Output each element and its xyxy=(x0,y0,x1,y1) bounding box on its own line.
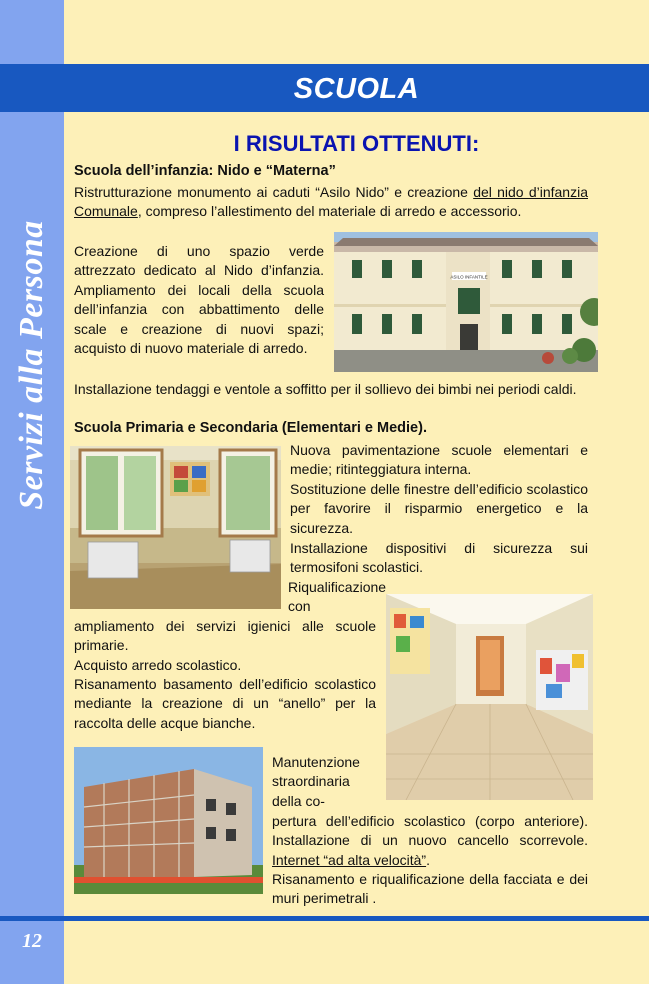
building-sign-text: ASILO INFANTILE xyxy=(450,274,488,280)
photo-classroom xyxy=(70,446,281,609)
section2-title: Scuola Primaria e Secondaria (Elementari e Medie). xyxy=(74,420,427,436)
section-heading: I RISULTATI OTTENUTI: xyxy=(233,131,480,156)
photo-scaffolding xyxy=(74,747,263,894)
section1-paragraph1: Ristrutturazione monumento ai caduti “Asilo Nido” e creazione del nido d’infanzia Comunale, compreso l’allestimento del materiale di arredo e accessorio. xyxy=(74,184,588,220)
sidebar-title: Servizi alla Persona xyxy=(13,220,50,510)
section2-paragraph8: Risanamento e riqualificazione della facciata e dei muri perimetrali . xyxy=(272,871,588,907)
underlined-link-nido: del nido d’infanzia Comunale xyxy=(74,184,588,220)
section1-paragraph3: Installazione tendaggi e ventole a soffitto per il sollievo dei bimbi nei periodi caldi. xyxy=(74,381,577,397)
section1-paragraph2: Creazione di uno spazio verde attrezzato dedicato al Nido d’infanzia. Ampliamento dei locali della scuola dell’infanzia con abbattimento delle scale e creazione di nuovi spazi; acquisto di nuovo materiale di arredo. xyxy=(74,243,324,357)
section2-paragraph6: Risanamento basamento dell’edificio scolastico mediante la creazione di un “anello” per la raccolta delle acque bianche. xyxy=(74,676,376,731)
section2-paragraph2: Sostituzione delle finestre dell’edificio scolastico per favorire il risparmio energetico e la sicurezza. xyxy=(290,481,588,536)
photo-corridor xyxy=(386,594,593,800)
photo-asilo-building xyxy=(334,232,598,372)
section2-paragraph3: Installazione dispositivi di sicurezza sui termosifoni scolastici. xyxy=(290,540,588,576)
page-number: 12 xyxy=(22,930,42,952)
section1-title: Scuola dell’infanzia: Nido e “Materna” xyxy=(74,163,336,179)
section2-paragraph7-end: pertura dell’edificio scolastico (corpo anteriore). Installazione di un nuovo cancello scorrevole. Internet “ad alta velocità”. xyxy=(272,813,588,868)
page-title: SCUOLA xyxy=(293,73,420,105)
underlined-internet: Internet “ad alta velocità” xyxy=(272,851,427,868)
section2-paragraph4-end: ampliamento dei servizi igienici alle scuole primarie. xyxy=(74,618,376,654)
section2-paragraph7-start: Manutenzione straordinaria della co- xyxy=(272,754,360,809)
header-banner xyxy=(0,64,649,112)
section2-paragraph4-start: Riqualificazione con xyxy=(288,579,387,615)
footer-divider xyxy=(0,916,649,921)
section2-paragraph1: Nuova pavimentazione scuole elementari e medie; ritinteggiatura interna. xyxy=(290,442,588,478)
section2-paragraph5: Acquisto arredo scolastico. xyxy=(74,657,242,673)
